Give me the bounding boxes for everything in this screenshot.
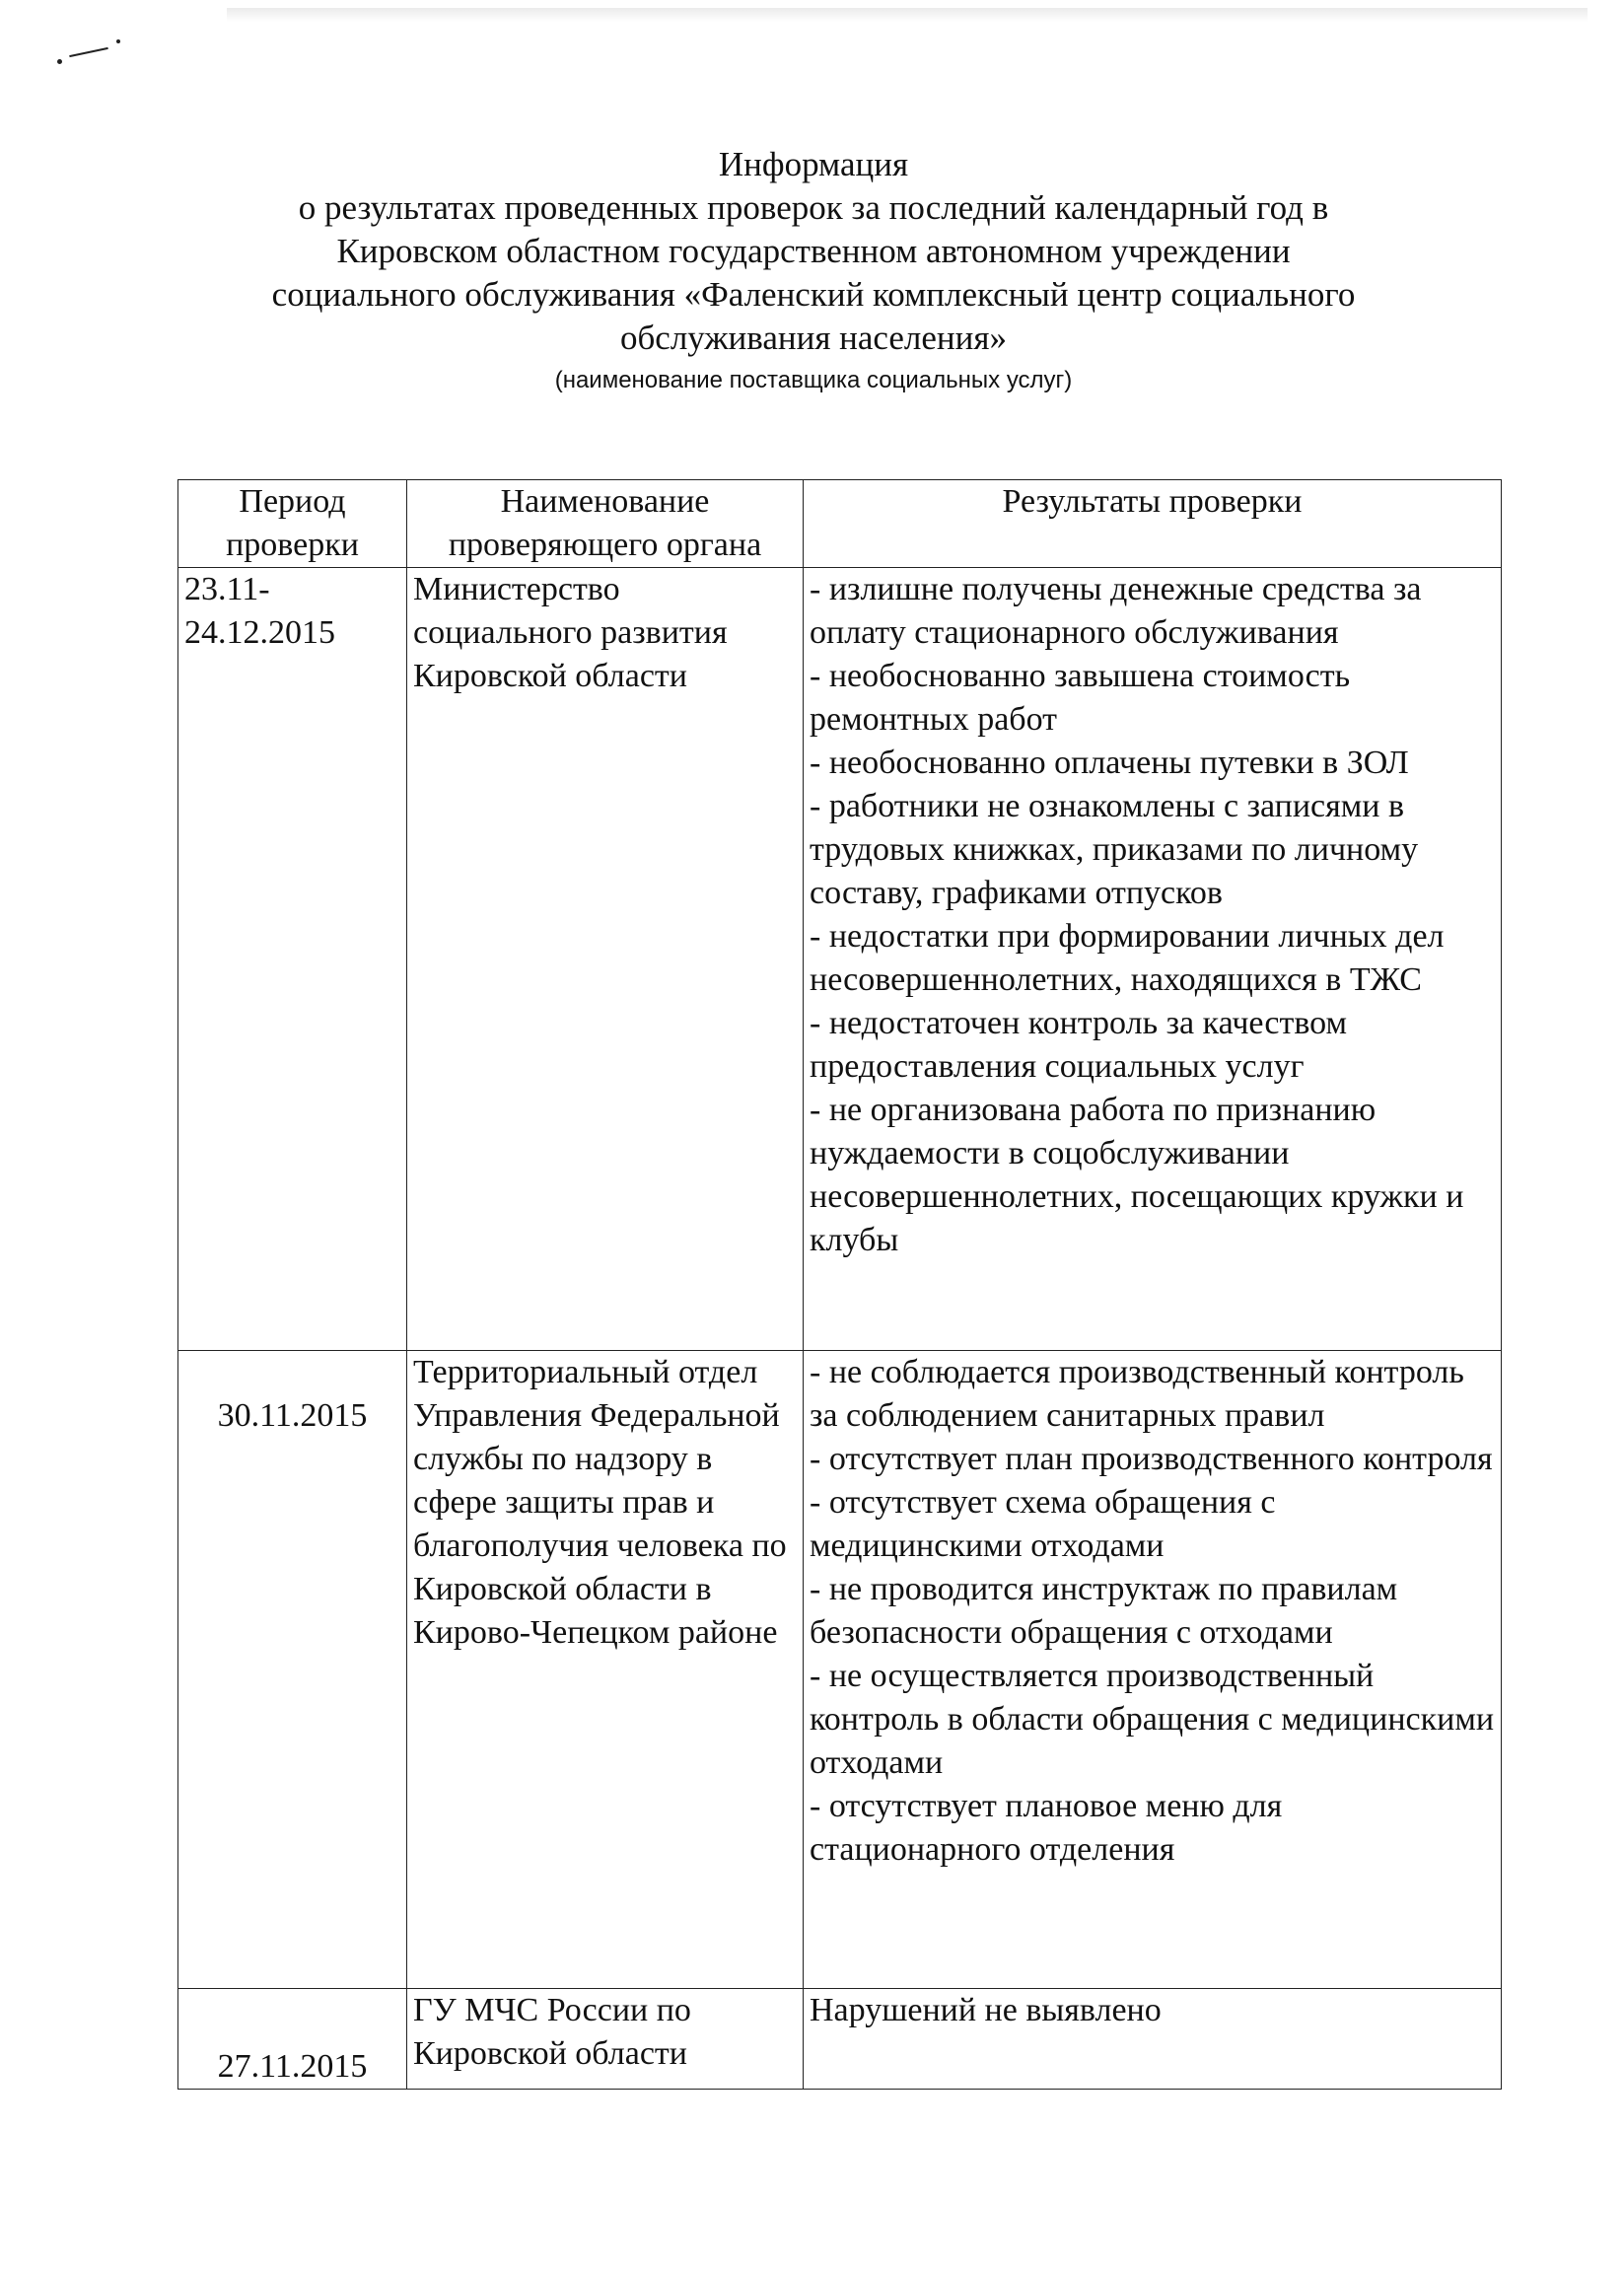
document-title-line: о результатах проведенных проверок за последний календарный год в [298, 188, 1329, 227]
period-cell: 23.11-24.12.2015 [178, 568, 407, 1351]
result-item: - необоснованно завышена стоимость ремонтных работ [810, 658, 1351, 738]
result-item: - не соблюдается производственный контроль за соблюдением санитарных правил [810, 1354, 1464, 1434]
result-item: - отсутствует схема обращения с медицинскими отходами [810, 1484, 1276, 1564]
column-header-organ: Наименование проверяющего органа [407, 480, 804, 568]
scan-speck [57, 59, 62, 64]
result-item: - не осуществляется производственный контроль в области обращения с медицинскими отходами [810, 1658, 1495, 1781]
document-header [197, 143, 1430, 395]
organ-cell: ГУ МЧС России по Кировской области [407, 1989, 804, 2090]
results-cell [804, 1989, 1502, 2090]
provider-caption: (наименование поставщика социальных услуг) [554, 367, 1073, 393]
result-item: - отсутствует план производственного контроля [810, 1441, 1493, 1477]
results-cell [804, 568, 1502, 1351]
period-cell: 30.11.2015 [178, 1351, 407, 1989]
inspection-results-table [177, 479, 1502, 2090]
result-item: - необоснованно оплачены путевки в ЗОЛ [810, 745, 1409, 781]
result-item: - отсутствует плановое меню для стационарного отделения [810, 1788, 1283, 1868]
table-row [178, 568, 1502, 1351]
column-header-period: Период проверки [178, 480, 407, 568]
column-header-results: Результаты проверки [804, 480, 1502, 568]
result-item: - работники не ознакомлены с записями в трудовых книжках, приказами по личному составу, графиками отпусков [810, 788, 1419, 911]
table-header-row [178, 480, 1502, 568]
scan-edge-shadow [227, 8, 1588, 22]
result-item: - недостаточен контроль за качеством предоставления социальных услуг [810, 1005, 1348, 1085]
period-cell: 27.11.2015 [178, 1989, 407, 2090]
result-item: Нарушений не выявлено [810, 1992, 1162, 2028]
organ-cell: Территориальный отдел Управления Федеральной службы по надзору в сфере защиты прав и благополучия человека по Кировской области в Кирово-Чепецком районе [407, 1351, 804, 1989]
table-row [178, 1351, 1502, 1989]
result-item: - не организована работа по признанию нуждаемости в соцобслуживании несовершеннолетних, посещающих кружки и клубы [810, 1092, 1464, 1258]
scan-speck [69, 47, 108, 57]
result-item: - не проводится инструктаж по правилам безопасности обращения с отходами [810, 1571, 1398, 1651]
scan-speck [116, 39, 120, 43]
result-item: - недостатки при формировании личных дел несовершеннолетних, находящихся в ТЖС [810, 918, 1445, 998]
document-title-line: обслуживания населения» [620, 319, 1007, 357]
result-item: - излишне получены денежные средства за оплату стационарного обслуживания [810, 571, 1422, 651]
table-row [178, 1989, 1502, 2090]
results-cell [804, 1351, 1502, 1989]
document-heading: Информация [718, 145, 909, 183]
document-title-line: социального обслуживания «Фаленский комплексный центр социального [271, 275, 1356, 314]
organ-cell: Министерство социального развития Кировской области [407, 568, 804, 1351]
document-title-line: Кировском областном государственном автономном учреждении [336, 232, 1291, 270]
